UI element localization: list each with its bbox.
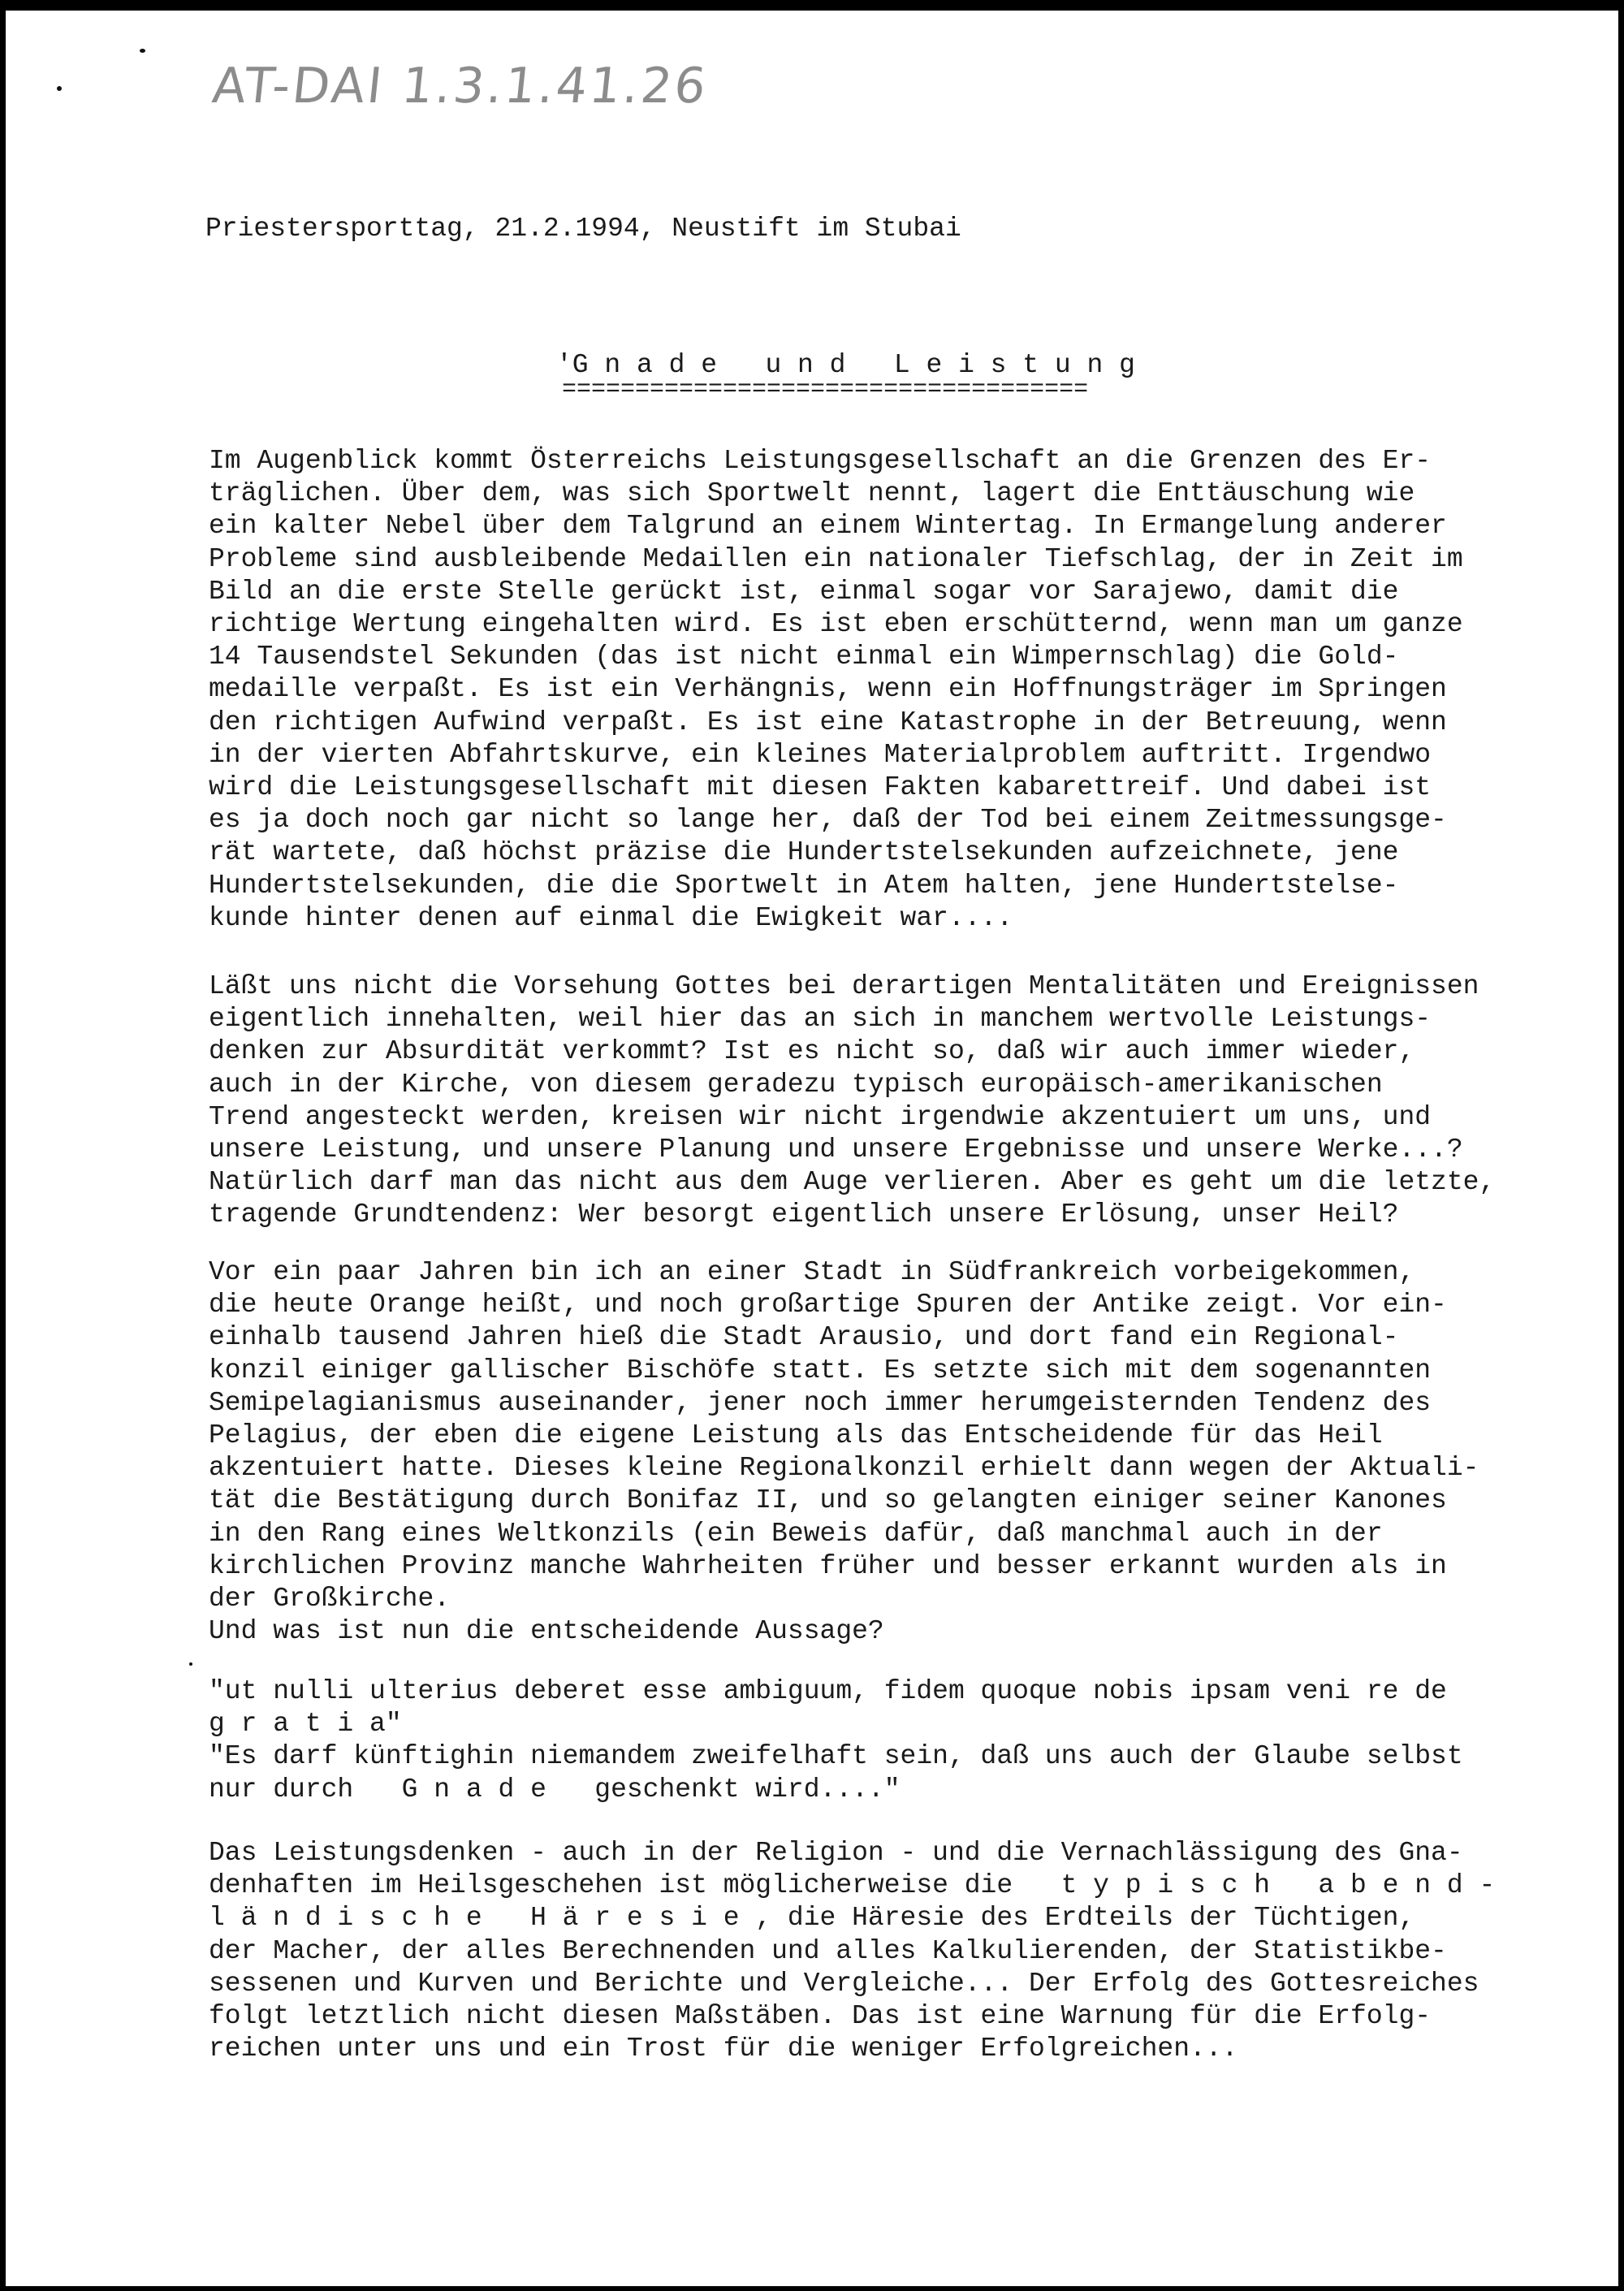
speck-mark [140, 49, 145, 53]
paragraph: Im Augenblick kommt Österreichs Leistungsgesellschaft an die Grenzen des Er- träglichen. Über dem, was sich Sportwelt nennt, lagert die Enttäuschung wie ein kalter Nebel über dem Talgrund an einem Wintertag. In Ermangelung anderer Probleme sind ausbleibende Medaillen ein nationaler Tiefschlag, der in Zeit im Bild an die erste Stelle gerückt ist, einmal sogar vor Sarajewo, damit die richtige Wertung eingehalten wird. Es ist eben erschütternd, wenn man um ganze 14 Tausendstel Sekunden (das ist nicht einmal ein Wimpernschlag) die Gold- medaille verpaßt. Es ist ein Verhängnis, wenn ein Hoffnungsträger im Springen den richtigen Aufwind verpaßt. Es ist eine Katastrophe in der Betreuung, wenn in der vierten Abfahrtskurve, ein kleines Materialproblem auftritt. Irgendwo wird die Leistungsgesellschaft mit diesen Fakten kabarettreif. Und dabei ist es ja doch noch gar nicht so lange her, daß der Tod bei einem Zeitmessungsge- rät wartete, daß höchst präzise die Hundertstelsekunden aufzeichnete, jene Hundertstelsekunden, die die Sportwelt in Atem halten, jene Hundertstelse- kunde hinter denen auf einmal die Ewigkeit war.... [209, 446, 1463, 933]
paragraph: Läßt uns nicht die Vorsehung Gottes bei derartigen Mentalitäten und Ereignissen eigentlich innehalten, weil hier das an sich in manchem wertvolle Leistungs- denken zur Absurdität verkommt? Ist es nicht so, daß wir auch immer wieder, auch in der Kirche, von diesem geradezu typisch europäisch-amerikanischen Trend angesteckt werden, kreisen wir nicht irgendwie akzentuiert um uns, und unsere Leistung, und unsere Planung und unsere Ergebnisse und unsere Werke...? Natürlich darf man das nicht aus dem Auge verlieren. Aber es geht um die letzte, tragende Grundtendenz: Wer besorgt eigentlich unsere Erlösung, unser Heil? [209, 971, 1496, 1230]
speck-mark [189, 1662, 192, 1666]
archive-signature-mark: AT-DAI 1.3.1.41.26 [209, 58, 711, 115]
document-page [6, 11, 1618, 2286]
document-title: 'G n a d e u n d L e i s t u n g [556, 350, 1135, 380]
quotation-block: "ut nulli ulterius deberet esse ambiguum, fidem quoque nobis ipsam veni re de g r a t i a" "Es darf künftighin niemandem zweifelhaft sein, daß uns auch der Glaube selbst nur durch G n a d e geschenkt wird...." [209, 1676, 1463, 1805]
speck-mark [57, 86, 62, 91]
title-underline: ==================================== [562, 376, 1089, 404]
paragraph: Das Leistungsdenken - auch in der Religion - und die Vernachlässigung des Gna- denhaften im Heilsgeschehen ist möglicherweise die t y p i s c h a b e n d - l ä n d i s c h e H ä r e s i e , die Häresie des Erdteils der Tüchtigen, der Macher, der alles Berechnenden und alles Kalkulierenden, der Statistikbe- sessenen und Kurven und Berichte und Vergleiche... Der Erfolg des Gottesreiches folgt letztlich nicht diesen Maßstäben. Das ist eine Warnung für die Erfolg- reichen unter uns und ein Trost für die weniger Erfolgreichen... [209, 1838, 1496, 2064]
paragraph: Vor ein paar Jahren bin ich an einer Stadt in Südfrankreich vorbeigekommen, die heute Orange heißt, und noch großartige Spuren der Antike zeigt. Vor ein- einhalb tausend Jahren hieß die Stadt Arausio, und dort fand ein Regional- konzil einiger gallischer Bischöfe statt. Es setzte sich mit dem sogenannten Semipelagianismus auseinander, jener noch immer herumgeisternden Tendenz des Pelagius, der eben die eigene Leistung als das Entscheidende für das Heil akzentuiert hatte. Dieses kleine Regionalkonzil erhielt dann wegen der Aktuali- tät die Bestätigung durch Bonifaz II, und so gelangten einiger seiner Kanones in den Rang eines Weltkonzils (ein Beweis dafür, daß manchmal auch in der kirchlichen Provinz manche Wahrheiten früher und besser erkannt wurden als in der Großkirche. Und was ist nun die entscheidende Aussage? [209, 1257, 1479, 1647]
document-header: Priestersporttag, 21.2.1994, Neustift im Stubai [205, 214, 961, 244]
